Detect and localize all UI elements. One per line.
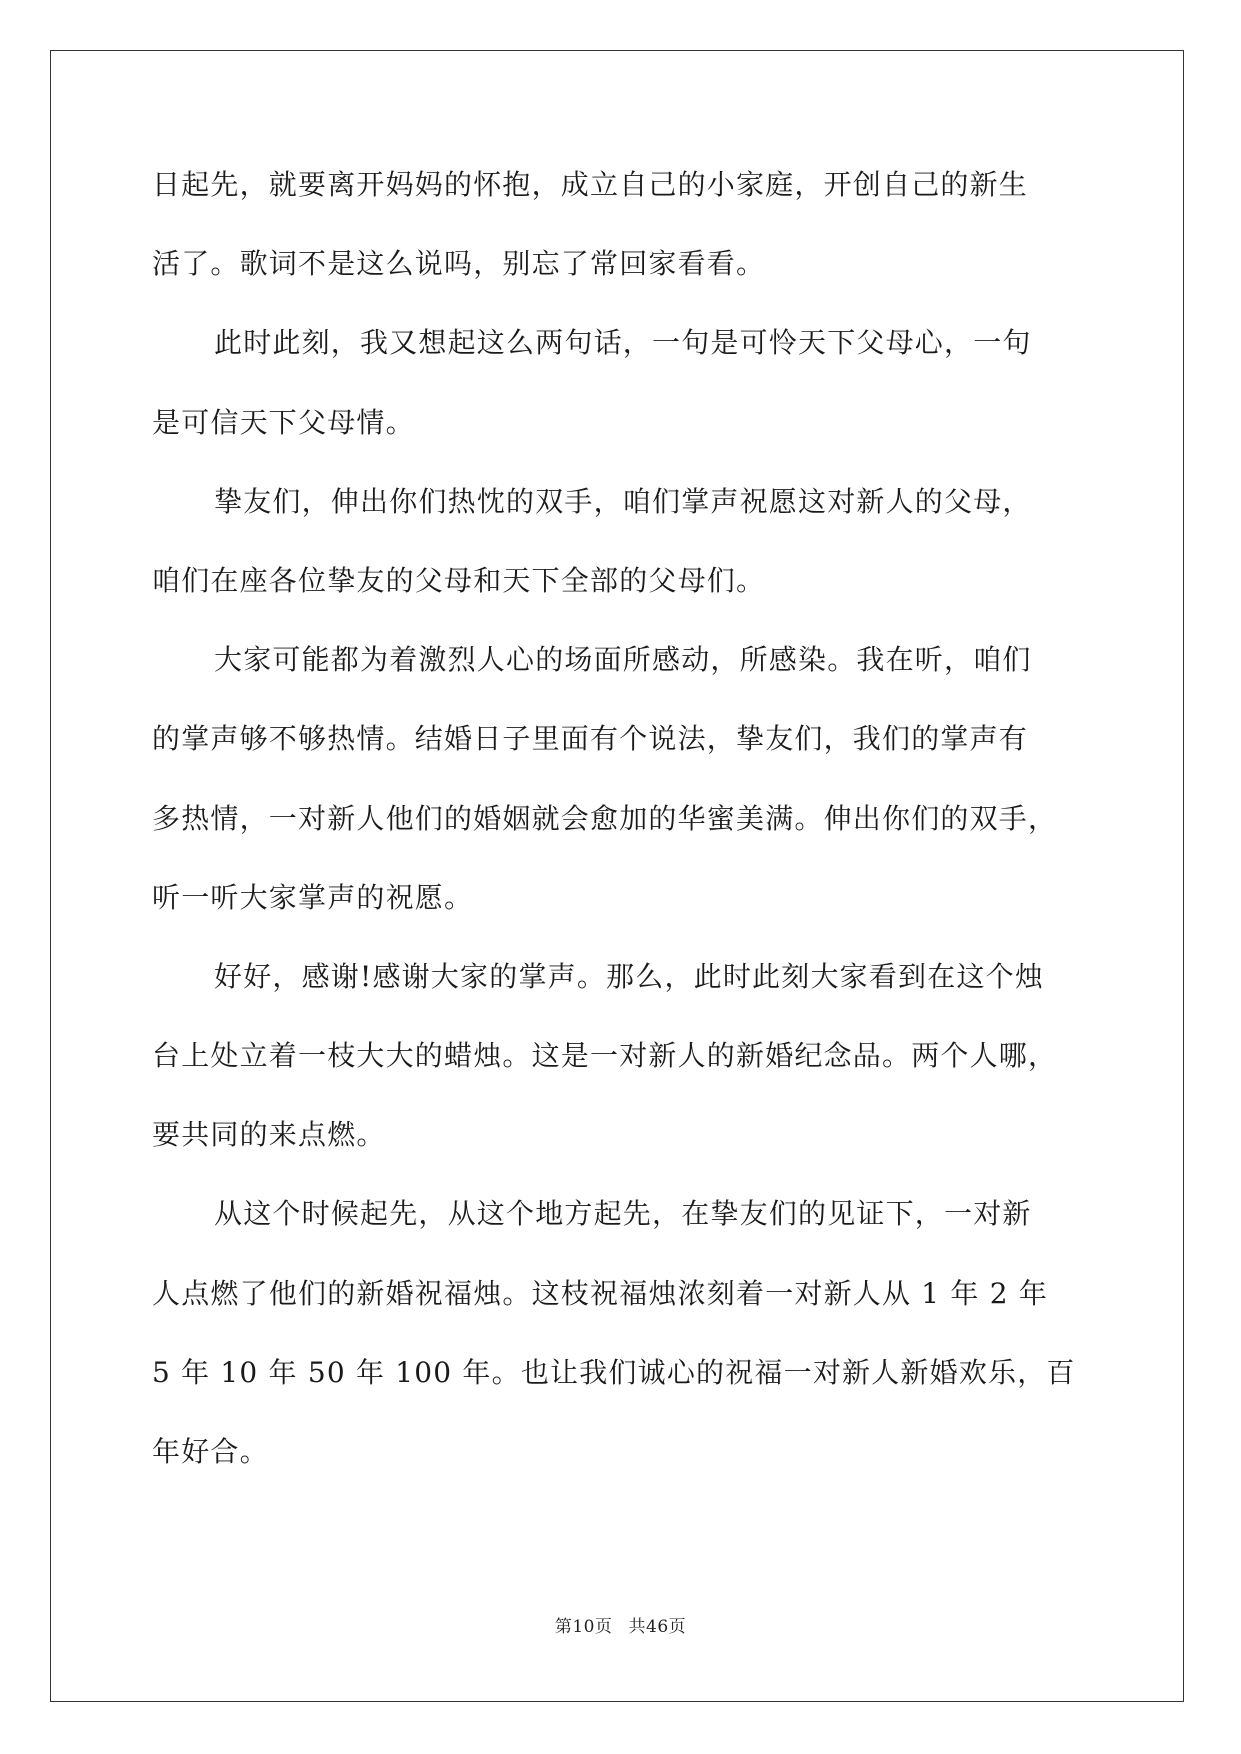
text-line: 活了。歌词不是这么说吗，别忘了常回家看看。: [152, 247, 766, 281]
text-line: 听一听大家掌声的祝愿。: [152, 880, 474, 914]
text-line: 是可信天下父母情。: [152, 405, 415, 439]
text-line: 大家可能都为着激烈人心的场面所感动，所感染。我在听，咱们: [214, 643, 1032, 677]
total-pages: 共46页: [628, 1617, 687, 1637]
text-line: 挚友们，伸出你们热忱的双手，咱们掌声祝愿这对新人的父母，: [214, 484, 1032, 518]
text-line: 台上处立着一枝大大的蜡烛。这是一对新人的新婚纪念品。两个人哪，: [152, 1039, 1058, 1073]
document-body: [152, 163, 1092, 1509]
text-line: 5 年 10 年 50 年 100 年。也让我们诚心的祝福一对新人新婚欢乐，百: [152, 1355, 1076, 1389]
text-line: 要共同的来点燃。: [152, 1118, 386, 1152]
text-line: 的掌声够不够热情。结婚日子里面有个说法，挚友们，我们的掌声有: [152, 722, 1029, 756]
text-line: 人点燃了他们的新婚祝福烛。这枝祝福烛浓刻着一对新人从 1 年 2 年: [152, 1276, 1049, 1310]
text-line: 从这个时候起先，从这个地方起先，在挚友们的见证下，一对新: [214, 1197, 1032, 1231]
text-line: 好好，感谢!感谢大家的掌声。那么，此时此刻大家看到在这个烛: [214, 959, 1045, 993]
text-line: 咱们在座各位挚友的父母和天下全部的父母们。: [152, 563, 766, 597]
text-line: 此时此刻，我又想起这么两句话，一句是可怜天下父母心，一句: [214, 326, 1032, 360]
text-line: 多热情，一对新人他们的婚姻就会愈加的华蜜美满。伸出你们的双手，: [152, 801, 1058, 835]
current-page-number: 第10页: [554, 1617, 613, 1637]
page-footer: [0, 1612, 1241, 1637]
text-line: 日起先，就要离开妈妈的怀抱，成立自己的小家庭，开创自己的新生: [152, 168, 1029, 201]
text-line: 年好合。: [152, 1435, 269, 1468]
